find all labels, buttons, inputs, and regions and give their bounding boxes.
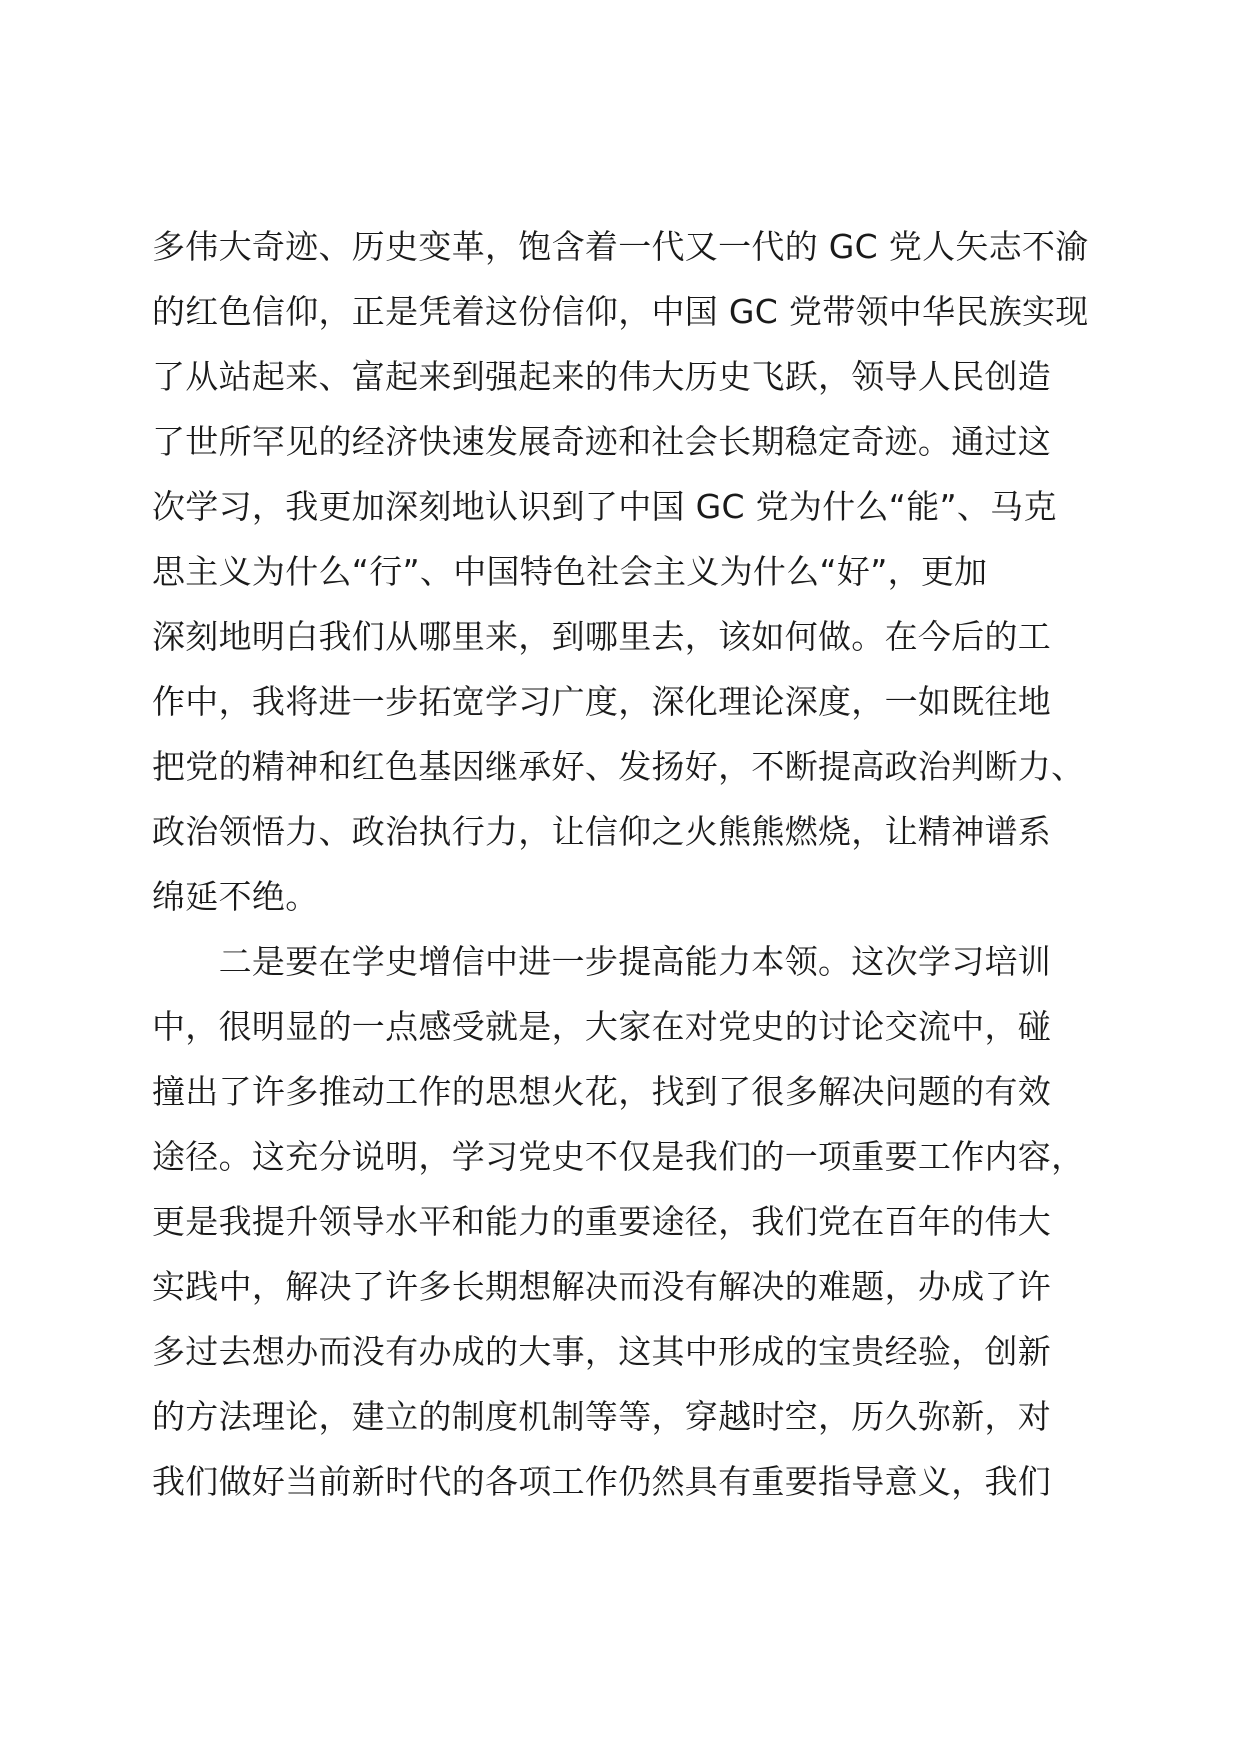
text-line: 途径。这充分说明，学习党史不仅是我们的一项重要工作内容， bbox=[152, 1137, 1085, 1176]
text-line: 实践中，解决了许多长期想解决而没有解决的难题，办成了许 bbox=[152, 1267, 1052, 1306]
text-line: 我们做好当前新时代的各项工作仍然具有重要指导意义，我们 bbox=[152, 1462, 1052, 1501]
text-line: 政治领悟力、政治执行力，让信仰之火熊熊燃烧，让精神谱系 bbox=[152, 812, 1052, 851]
text-line: 把党的精神和红色基因继承好、发扬好，不断提高政治判断力、 bbox=[152, 747, 1085, 786]
text-line: 了世所罕见的经济快速发展奇迹和社会长期稳定奇迹。通过这 bbox=[152, 422, 1052, 461]
text-line: 更是我提升领导水平和能力的重要途径，我们党在百年的伟大 bbox=[152, 1202, 1052, 1241]
text-line: 二是要在学史增信中进一步提高能力本领。这次学习培训 bbox=[152, 942, 1052, 981]
text-line: 思主义为什么“行”、中国特色社会主义为什么“好”，更加 bbox=[152, 552, 988, 591]
text-line: 多过去想办而没有办成的大事，这其中形成的宝贵经验，创新 bbox=[152, 1332, 1052, 1371]
text-line: 的红色信仰，正是凭着这份信仰，中国 GC 党带领中华民族实现 bbox=[152, 292, 1089, 331]
text-line: 次学习，我更加深刻地认识到了中国 GC 党为什么“能”、马克 bbox=[152, 487, 1057, 526]
text-line: 中，很明显的一点感受就是，大家在对党史的讨论交流中，碰 bbox=[152, 1007, 1052, 1046]
text-line: 作中，我将进一步拓宽学习广度，深化理论深度，一如既往地 bbox=[152, 682, 1052, 721]
text-line: 了从站起来、富起来到强起来的伟大历史飞跃，领导人民创造 bbox=[152, 357, 1052, 396]
text-line: 的方法理论，建立的制度机制等等，穿越时空，历久弥新，对 bbox=[152, 1397, 1052, 1436]
text-line: 撞出了许多推动工作的思想火花，找到了很多解决问题的有效 bbox=[152, 1072, 1052, 1111]
body-text bbox=[152, 214, 1112, 1514]
text-line: 多伟大奇迹、历史变革，饱含着一代又一代的 GC 党人矢志不渝 bbox=[152, 227, 1089, 266]
text-line: 绵延不绝。 bbox=[152, 877, 319, 916]
text-line: 深刻地明白我们从哪里来，到哪里去，该如何做。在今后的工 bbox=[152, 617, 1052, 656]
